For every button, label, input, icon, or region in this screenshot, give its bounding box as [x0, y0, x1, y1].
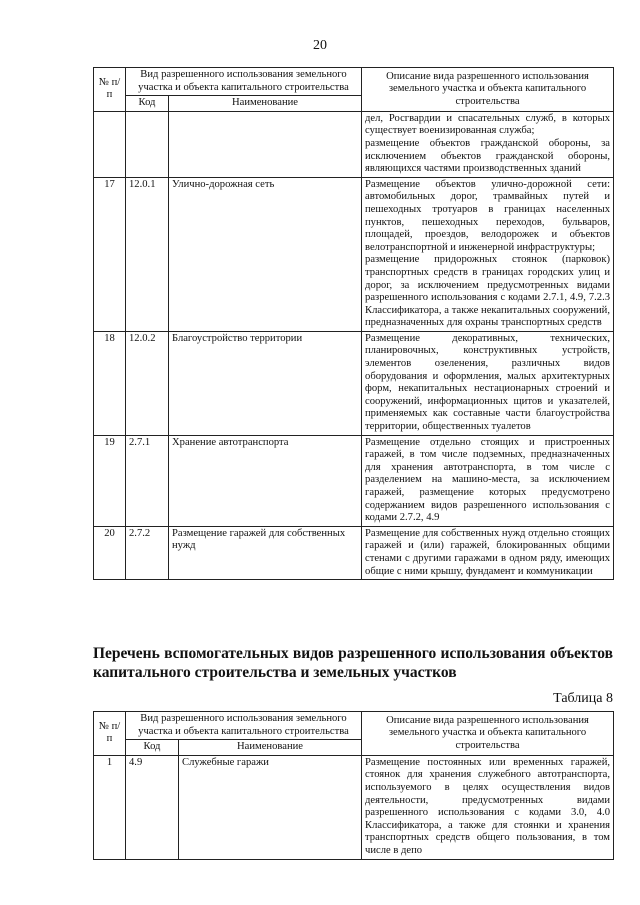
table-row: [94, 526, 614, 579]
header-group: Вид разрешенного использования земельного участка и объекта капитального строительства: [126, 68, 362, 96]
row-description: Размещение постоянных или временных гаражей, стоянок для хранения служебного автотранспорта, используемого в целях осуществления видов деятельности, предусмотренных видами разрешенного использования с кодами 3.0, 4.0 Классификатора, а также для стоянки и хранения транспортных средств общего пользования, в том числе в депо: [362, 755, 614, 859]
row-description: Размещение декоративных, технических, планировочных, конструктивных устройств, элементов озеленения, различных видов оборудования и оформления, малых архитектурных форм, некапитальных нестационарных строений и сооружений, информационных щитов и указателей, применяемых как составные части благоустройства территории, общественных туалетов: [362, 331, 614, 435]
header-name: Наименование: [179, 740, 362, 756]
row-name: Улично-дорожная сеть: [169, 177, 362, 331]
row-number: 17: [94, 177, 126, 331]
page-number: 20: [313, 38, 327, 53]
header-desc: Описание вида разрешенного использования земельного участка и объекта капитального строительства: [362, 712, 614, 756]
row-description: дел, Росгвардии и спасательных служб, в которых существует военизированная служба; размещение объектов гражданской обороны, за исключением объектов гражданской обороны, являющихся частями производственных зданий: [362, 111, 614, 177]
row-code: 12.0.2: [126, 331, 169, 435]
header-num: № п/п: [94, 712, 126, 756]
table-header-row: [94, 712, 614, 740]
row-code: 12.0.1: [126, 177, 169, 331]
table-caption: Таблица 8: [553, 691, 613, 706]
row-code: 2.7.2: [126, 526, 169, 579]
row-name: Служебные гаражи: [179, 755, 362, 859]
row-description: Размещение отдельно стоящих и пристроенных гаражей, в том числе подземных, предназначенных для хранения автотранспорта, в том числе с разделением на машино-места, за исключением гаражей, размещение которых предусмотрено содержанием видов разрешенного использования с кодами 2.7.2, 4.9: [362, 435, 614, 526]
auxiliary-land-use-table: [93, 711, 614, 860]
table-row: [94, 331, 614, 435]
row-number: 18: [94, 331, 126, 435]
row-name: Хранение автотранспорта: [169, 435, 362, 526]
table-row: [94, 755, 614, 859]
row-description: Размещение объектов улично-дорожной сети: автомобильных дорог, трамвайных путей и пешеходных тротуаров в границах населенных пунктов, пешеходных переходов, бульваров, площадей, проездов, велодорожек и объектов велотранспортной и инженерной инфраструктуры; размещение придорожных стоянок (парковок) транспортных средств в границах городских улиц и дорог, за исключением предусмотренных видами разрешенного использования с кодами 2.7.1, 4.9, 7.2.3 Классификатора, а также некапитальных сооружений, предназначенных для охраны транспортных средств: [362, 177, 614, 331]
row-number: 19: [94, 435, 126, 526]
row-number: 20: [94, 526, 126, 579]
header-num: № п/п: [94, 68, 126, 112]
row-code: 2.7.1: [126, 435, 169, 526]
row-name: Размещение гаражей для собственных нужд: [169, 526, 362, 579]
row-code: 4.9: [126, 755, 179, 859]
header-code: Код: [126, 740, 179, 756]
land-use-table: [93, 67, 614, 580]
header-desc: Описание вида разрешенного использования земельного участка и объекта капитального строительства: [362, 68, 614, 112]
header-code: Код: [126, 96, 169, 112]
row-number: 1: [94, 755, 126, 859]
table-header-row: [94, 68, 614, 96]
row-name: Благоустройство территории: [169, 331, 362, 435]
table-row-continuation: [94, 111, 614, 177]
header-group: Вид разрешенного использования земельного участка и объекта капитального строительства: [126, 712, 362, 740]
row-description: Размещение для собственных нужд отдельно стоящих гаражей и (или) гаражей, блокированных общими стенами с другими гаражами в одном ряду, имеющих общие с ними крышу, фундамент и коммуникации: [362, 526, 614, 579]
section-heading: Перечень вспомогательных видов разрешенного использования объектов капитального строительства и земельных участков: [93, 645, 613, 681]
header-name: Наименование: [169, 96, 362, 112]
table-row: [94, 177, 614, 331]
table-row: [94, 435, 614, 526]
